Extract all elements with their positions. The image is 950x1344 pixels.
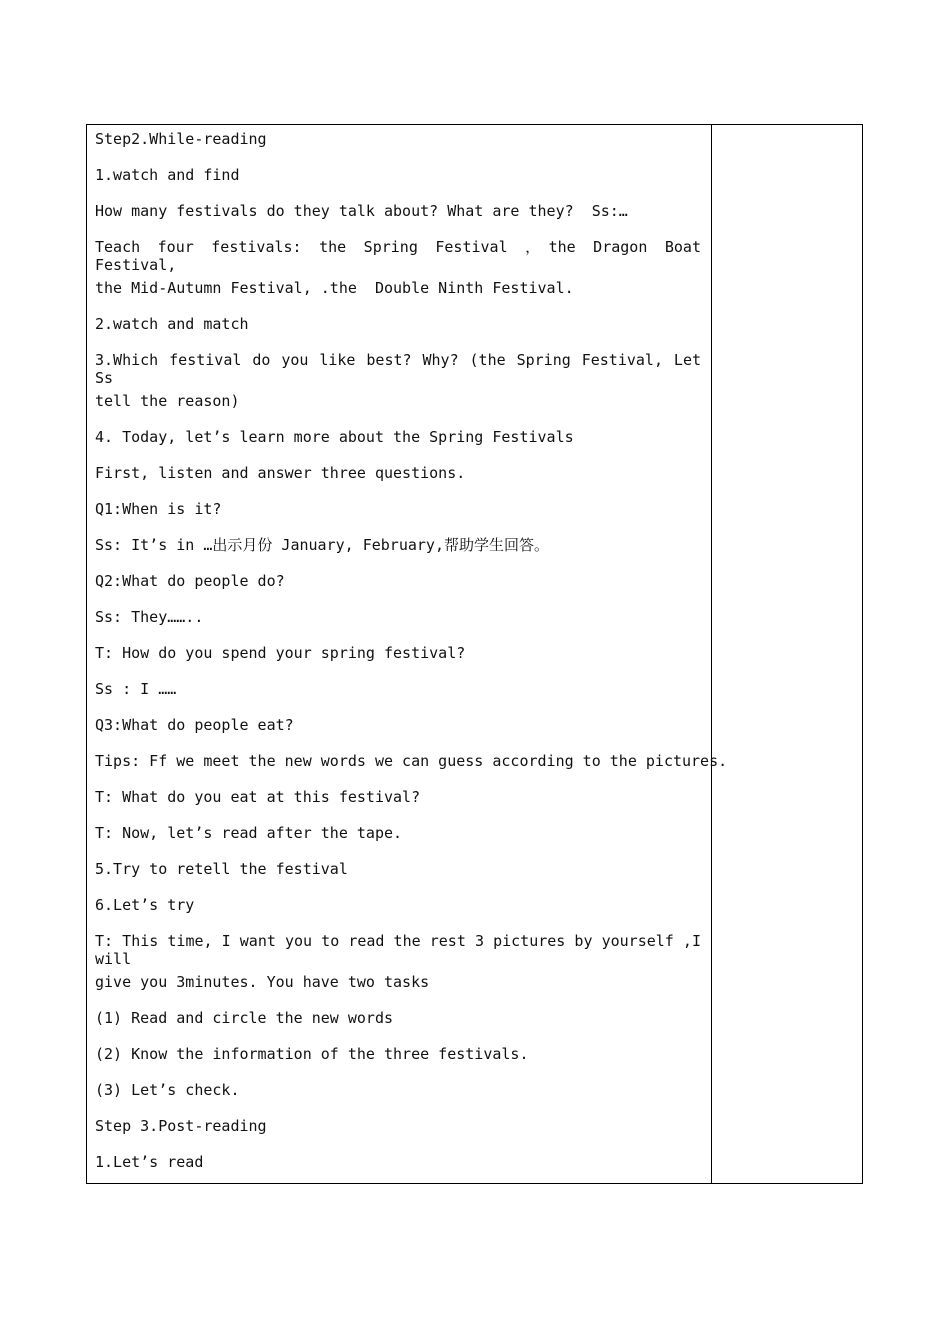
- text-line: How many festivals do they talk about? What are they? Ss:…: [95, 202, 628, 220]
- text-line: 4. Today, let’s learn more about the Spring Festivals: [95, 428, 574, 446]
- text-line: T: How do you spend your spring festival?: [95, 644, 466, 662]
- text-line: the Mid-Autumn Festival, .the Double Ninth Festival.: [95, 279, 574, 297]
- text-line: T: Now, let’s read after the tape.: [95, 824, 403, 842]
- text-line: Tips: Ff we meet the new words we can guess according to the pictures.: [95, 752, 728, 770]
- text-line: First, listen and answer three questions.: [95, 464, 466, 482]
- text-line: Ss: It’s in …出示月份 January, February,帮助学生回答。: [95, 536, 549, 554]
- text-line: Ss : I ……: [95, 680, 177, 698]
- text-line: T: What do you eat at this festival?: [95, 788, 421, 806]
- text-line: 1.watch and find: [95, 166, 240, 184]
- text-line: Step 3.Post-reading: [95, 1117, 267, 1135]
- text-line: Step2.While-reading: [95, 130, 267, 148]
- text-line: Teach four festivals: the Spring Festival ，the Dragon Boat Festival,: [95, 238, 701, 274]
- text-line: 6.Let’s try: [95, 896, 195, 914]
- text-line: Q3:What do people eat?: [95, 716, 294, 734]
- lesson-plan-table: [86, 124, 863, 1184]
- text-line: 1.Let’s read: [95, 1153, 204, 1171]
- text-line: (2) Know the information of the three festivals.: [95, 1045, 529, 1063]
- notes-cell: [712, 125, 862, 1183]
- procedure-cell: [87, 125, 728, 1183]
- text-line: 5.Try to retell the festival: [95, 860, 348, 878]
- text-line: give you 3minutes. You have two tasks: [95, 973, 430, 991]
- text-line: tell the reason): [95, 392, 240, 410]
- text-line: T: This time, I want you to read the rest 3 pictures by yourself ,I will: [95, 932, 701, 968]
- text-line: 3.Which festival do you like best? Why? (the Spring Festival, Let Ss: [95, 351, 701, 387]
- text-line: (1) Read and circle the new words: [95, 1009, 394, 1027]
- text-line: Ss: They……..: [95, 608, 204, 626]
- text-line: (3) Let’s check.: [95, 1081, 240, 1099]
- text-line: Q2:What do people do?: [95, 572, 285, 590]
- text-line: Q1:When is it?: [95, 500, 222, 518]
- text-line: 2.watch and match: [95, 315, 249, 333]
